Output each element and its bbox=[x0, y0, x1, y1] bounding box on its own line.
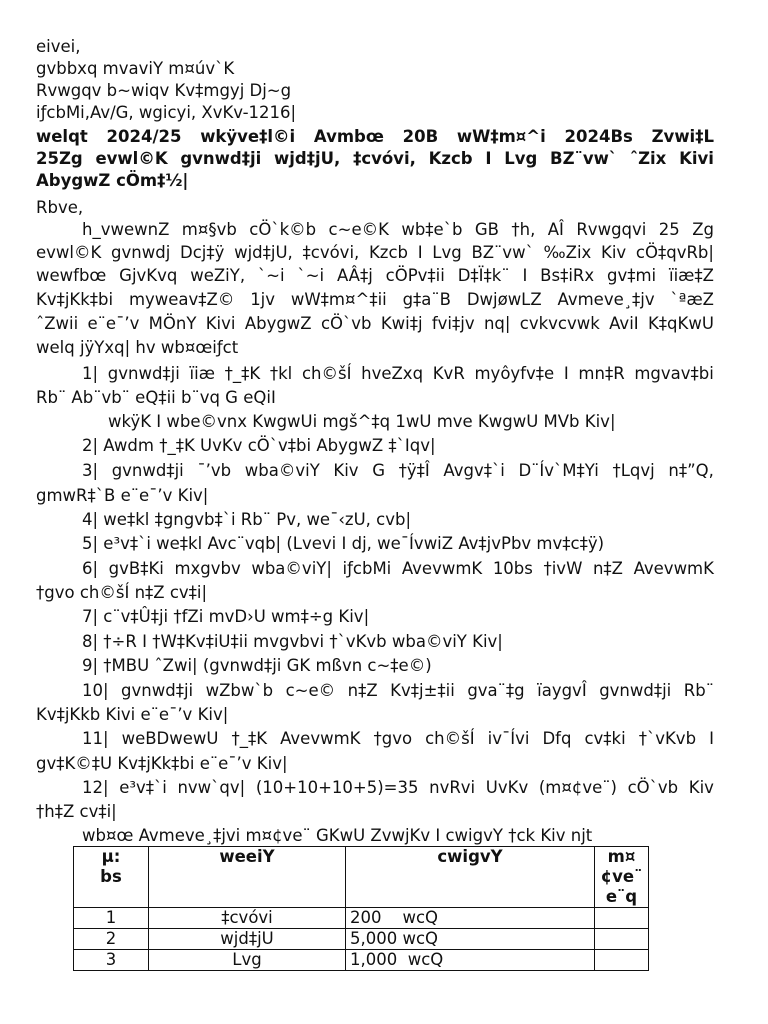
list-item: †gvo ch©šÍ n‡Z cv‡i| bbox=[36, 583, 208, 602]
paragraph-line: h_vwewnZ m¤§vb cÖ`k©b c~e©K wb‡e`b GB †h, AÎ Rvwgqvi 25 Zg bbox=[82, 220, 714, 239]
table-cell: 3 bbox=[74, 950, 149, 971]
paragraph-line: wewfbœ GjvKvq weZiY, `~i `~i AÂ‡j cÖPv‡ii D‡Ï‡k¨ I Bs‡iRx gv‡mi ïiæ‡Z bbox=[36, 266, 714, 285]
table-cell: 200 wcQ bbox=[346, 908, 595, 929]
recipient-line-3: Rvwgqv b~wiqv Kv‡mgyj Dj~g bbox=[36, 81, 292, 100]
column-header-estimated-cost: m¤¢ve¨ e¨q bbox=[595, 847, 649, 908]
paragraph-line: evwl©K gvnwdj Dcj‡ÿ wjd‡jU, ‡cvóvi, Kzcb I Lvg BZ¨vw` ‰Zix Kiv cÖ‡qvRb| bbox=[36, 243, 714, 262]
column-header-quantity: cwigvY bbox=[346, 847, 595, 908]
subject-line-1: welqt 2024/25 wkÿve‡l©i Avmbœ 20B wW‡m¤^i 2024Bs Zvwi‡L bbox=[36, 127, 714, 146]
list-item: 9| †MBU ˆZwi| (gvnwd‡ji GK mßvn c~‡e©) bbox=[82, 656, 432, 675]
column-header-serial: µ: bs bbox=[74, 847, 149, 908]
salutation: Rbve, bbox=[36, 198, 84, 217]
paragraph-line: ˆZwii e¨e¯’v MÖnY Kivi AbygwZ cÖ`vb Kwi‡j fvi‡jv nq| cvkvcvwk AviI K‡qKwU bbox=[36, 314, 714, 333]
list-item: gv‡K©‡U Kv‡jKk‡bi e¨e¯’v Kiv| bbox=[36, 754, 288, 773]
list-item: 10| gvnwd‡ji wZbw`b c~e© n‡Z Kv‡j±‡ii gva¨‡g ïaygvÎ gvnwd‡ji Rb¨ bbox=[82, 681, 714, 700]
table-cell: 1,000 wcQ bbox=[346, 950, 595, 971]
list-item: gmwR‡`B e¨e¯’v Kiv| bbox=[36, 486, 209, 505]
list-item: 1| gvnwd‡ji ïiæ †_‡K †kl ch©šÍ hveZxq KvR myôyfv‡e I mn‡R mgvav‡bi bbox=[82, 364, 714, 383]
paragraph-line: welq jÿYxq| hv wb¤œiƒct bbox=[36, 338, 239, 357]
list-item: 7| c¨v‡Û‡ji †fZi mvD›U wm‡÷g Kiv| bbox=[82, 607, 370, 626]
list-item: 3| gvnwd‡ji ¯’vb wba©viY Kiv G †ÿ‡Î Avgv‡`i D¨Ív`M‡Yi †Lqvj n‡”Q, bbox=[82, 461, 714, 480]
table-cell bbox=[595, 908, 649, 929]
list-item: †h‡Z cv‡i| bbox=[36, 802, 117, 821]
recipient-line-4: iƒcbMi,Av/G, wgicyi, XvKv-1216| bbox=[36, 103, 297, 122]
table-cell: wjd‡jU bbox=[149, 929, 346, 950]
table-cell: 5,000 wcQ bbox=[346, 929, 595, 950]
column-header-description: weeiY bbox=[149, 847, 346, 908]
table-cell: 2 bbox=[74, 929, 149, 950]
table-row bbox=[74, 929, 649, 950]
table-cell bbox=[595, 929, 649, 950]
items-table bbox=[73, 846, 649, 971]
subject-line-3: AbygwZ cÖm‡½| bbox=[36, 171, 189, 190]
table-cell: 1 bbox=[74, 908, 149, 929]
table-cell bbox=[595, 950, 649, 971]
list-item: 12| e³v‡`i nvw`qv| (10+10+10+5)=35 nvRvi UvKv (m¤¢ve¨) cÖ`vb Kiv bbox=[82, 778, 714, 797]
list-item: 5| e³v‡`i we‡kl Avc¨vqb| (Lvevi I dj, we¯ÍvwiZ Av‡jvPbv mv‡c‡ÿ) bbox=[82, 534, 605, 553]
recipient-line-2: gvbbxq mvaviY m¤úv`K bbox=[36, 59, 235, 78]
paragraph-line: Kv‡jKk‡bi myweav‡Z© 1jv wW‡m¤^‡ii g‡a¨B DwjøwLZ Avmeve¸‡jv `ªæZ bbox=[36, 290, 714, 309]
list-item: Rb¨ Ab¨vb¨ eQ‡ii b¨vq G eQiI bbox=[36, 388, 276, 407]
list-item: 2| Awdm †_‡K UvKv cÖ`v‡bi AbygwZ ‡`Iqv| bbox=[82, 436, 436, 455]
table-row bbox=[74, 950, 649, 971]
table-cell: Lvg bbox=[149, 950, 346, 971]
list-item: 4| we‡kl ‡gngvb‡`i Rb¨ Pv, we¯‹zU, cvb| bbox=[82, 510, 412, 529]
list-item: 11| weBDwewU †_‡K AvevwmK †gvo ch©šÍ iv¯Ívi Dfq cv‡ki †`vKvb I bbox=[82, 729, 714, 748]
table-intro: wb¤œ Avmeve¸‡jvi m¤¢ve¨ GKwU ZvwjKv I cwigvY †ck Kiv njt bbox=[82, 826, 593, 845]
list-item: 6| gvB‡Ki mxgvbv wba©viY| iƒcbMi AvevwmK 10bs †ivW n‡Z AvevwmK bbox=[82, 559, 714, 578]
table-header-row bbox=[74, 847, 649, 908]
table-cell: ‡cvóvi bbox=[149, 908, 346, 929]
list-item: wkÿK I wbe©vnx KwgwUi mgš^‡q 1wU mve KwgwU MVb Kiv| bbox=[108, 412, 616, 431]
table-row bbox=[74, 908, 649, 929]
list-item: Kv‡jKkb Kivi e¨e¯’v Kiv| bbox=[36, 705, 229, 724]
list-item: 8| †÷R I †W‡Kv‡iU‡ii mvgvbvi †`vKvb wba©viY Kiv| bbox=[82, 632, 503, 651]
subject-line-2: 25Zg evwl©K gvnwd‡ji wjd‡jU, ‡cvóvi, Kzcb I Lvg BZ¨vw` ˆZix Kivi bbox=[36, 149, 714, 168]
recipient-line-1: eivei, bbox=[36, 37, 81, 56]
